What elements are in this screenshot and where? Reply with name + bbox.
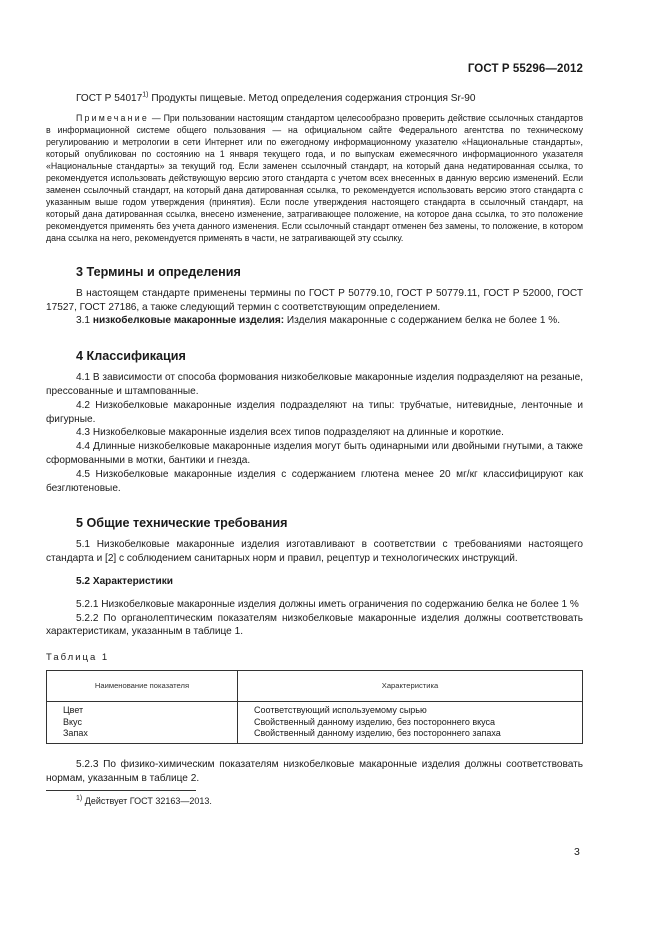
table-header-cell: Характеристика: [238, 670, 583, 701]
clause-4-5: 4.5 Низкобелковые макаронные изделия с содержанием глютена менее 20 мг/кг классифицируют как безглютеновые.: [46, 468, 583, 494]
table-row: [47, 701, 583, 716]
table-1: [46, 670, 583, 744]
term-definition: [46, 314, 583, 328]
term-name: низкобелковые макаронные изделия:: [92, 315, 285, 327]
reference-title: Продукты пищевые. Метод определения содержания стронция Sr-90: [148, 93, 476, 104]
reference-entry: [46, 92, 583, 106]
term-number: 3.1: [76, 315, 93, 327]
footnote-divider: [46, 790, 196, 791]
clause-4-1: 4.1 В зависимости от способа формования низкобелковые макаронные изделия подразделяют на резаные, прессованные и штампованные.: [46, 372, 583, 397]
page-content: [46, 92, 583, 807]
note-paragraph: [46, 112, 583, 244]
section-3-title: 3 Термины и определения: [76, 264, 241, 279]
note-text: — При пользовании настоящим стандартом целесообразно проверить действие ссылочных стандартов в информационной системе общего пользования — на официальном сайте Федерального агентства по техническому регулированию и метрологии в сети Интернет или по ежегодному информационному указателю «Национальные стандарты», который опубликован по состоянию на 1 января текущего года, и по выпускам ежемесячного информационного указателя «Национальные стандарты» за текущий год. Если заменен ссылочный стандарт, на который дана недатированная ссылка, то рекомендуется использовать действующую версию этого стандарта с учетом всех внесенных в данную версию изменений. Если заменен ссылочный стандарт, на который дана датированная ссылка, то рекомендуется использовать версию этого стандарта с указанным выше годом утверждения (принятия). Если после утверждения настоящего стандарта в ссылочный стандарт, на который дана датированная ссылка, внесено изменение, затрагивающее положение, на которое дана ссылка, то это положение рекомендуется применять без учета данного изменения. Если ссылочный стандарт отменен без замены, то положение, в котором дана ссылка на него, рекомендуется применять в части, не затрагивающей эту ссылку.: [46, 112, 583, 243]
section-5-title: 5 Общие технические требования: [76, 516, 288, 531]
footnote-marker: 1): [142, 91, 149, 99]
clause-4-3: 4.3 Низкобелковые макаронные изделия всех типов подразделяют на длинные и короткие.: [76, 427, 504, 439]
table-header-cell: Наименование показателя: [47, 670, 238, 701]
term-text: Изделия макаронные с содержанием белка не более 1 %.: [284, 315, 561, 327]
clause-5-2-3: 5.2.3 По физико-химическим показателям низкобелковые макаронные изделия должны соответствовать нормам, указанным в таблице 2.: [46, 758, 583, 784]
clause-4-4: 4.4 Длинные низкобелковые макаронные изделия могут быть одинарными или двойными гнутыми, а также сформованными в мотки, бантики и гнезда.: [46, 441, 583, 466]
table-cell: Вкус: [47, 717, 238, 729]
subsection-5-2-title: 5.2 Характеристики: [76, 575, 173, 587]
footnote-marker: 1): [76, 795, 83, 803]
page-number: 3: [574, 846, 580, 858]
table-row: [47, 717, 583, 729]
section-4-title: 4 Классификация: [76, 349, 186, 364]
clause-5-2-1: 5.2.1 Низкобелковые макаронные изделия должны иметь ограничения по содержанию белка не более 1 %: [76, 598, 579, 610]
note-label: Примечание: [76, 112, 149, 123]
clause-5-2-2: 5.2.2 По органолептическим показателям низкобелковые макаронные изделия должны соответствовать характеристикам, указанным в таблице 1.: [46, 612, 583, 638]
clause-4-2: 4.2 Низкобелковые макаронные изделия подразделяют на типы: трубчатые, нитевидные, ленточные и фигурные.: [46, 399, 583, 425]
footnote-text: Действует ГОСТ 32163—2013.: [82, 796, 212, 807]
table-cell: Свойственный данному изделию, без постороннего вкуса: [238, 717, 583, 729]
reference-code: ГОСТ Р 54017: [76, 93, 143, 104]
clause-5-1: 5.1 Низкобелковые макаронные изделия изготавливают в соответствии с требованиями настоящего стандарта и [2] с соблюдением санитарных норм и правил, рецептур и технологических инструкций.: [46, 539, 583, 565]
section-3-intro: В настоящем стандарте применены термины по ГОСТ Р 50779.10, ГОСТ Р 50779.11, ГОСТ Р 52000, ГОСТ 17527, ГОСТ 27186, а также следующий термин с соответствующим определением.: [46, 287, 583, 313]
footnote: [46, 795, 583, 807]
table-cell: Запах: [47, 728, 238, 743]
table-1-caption: Таблица 1: [46, 652, 110, 664]
table-cell: Соответствующий используемому сырью: [238, 701, 583, 716]
table-cell: Свойственный данному изделию, без постороннего запаха: [238, 728, 583, 743]
table-row: [47, 728, 583, 743]
table-cell: Цвет: [47, 701, 238, 716]
table-header-row: [47, 670, 583, 701]
document-code-header: ГОСТ Р 55296—2012: [467, 63, 583, 75]
